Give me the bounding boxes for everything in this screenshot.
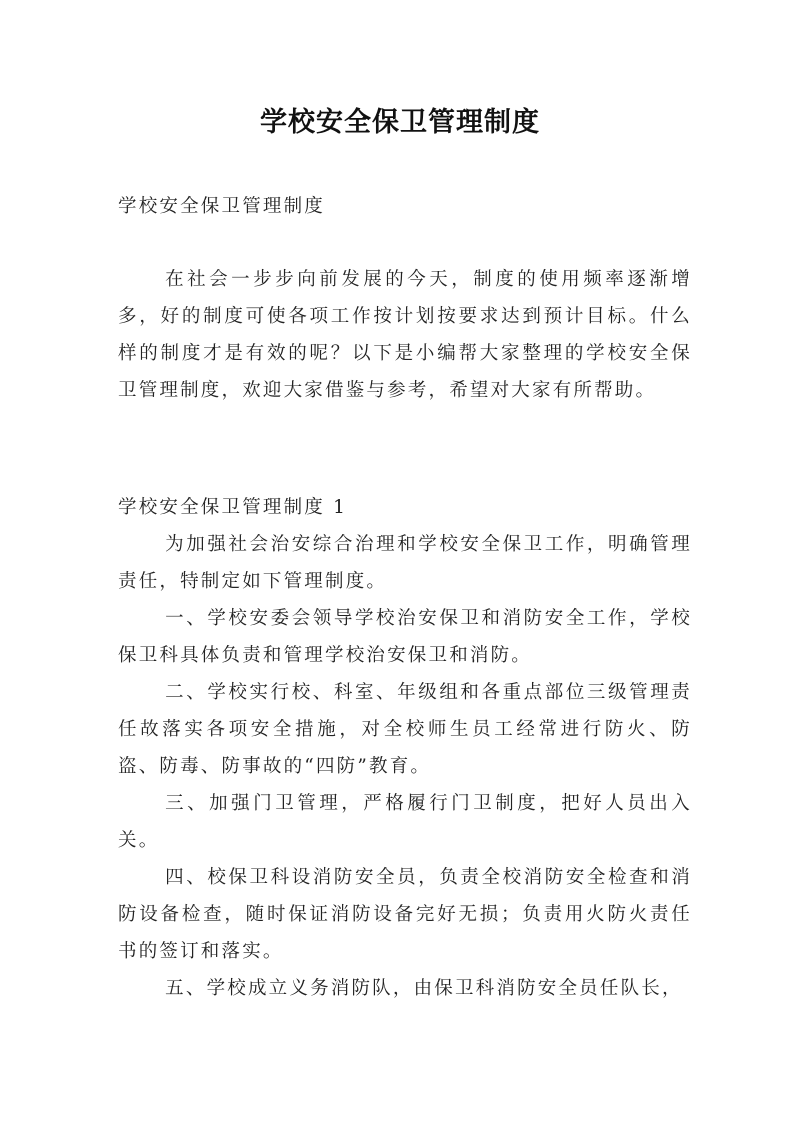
document-subtitle: 学校安全保卫管理制度 (118, 196, 326, 217)
paragraph-item-3: 三、加强门卫管理，严格履行门卫制度，把好人员出入关。 (118, 793, 692, 851)
paragraph-item-2: 二、学校实行校、科室、年级组和各重点部位三级管理责任故落实各项安全措施，对全校师生员工经常进行防火、防盗、防毒、防事故的“四防”教育。 (118, 682, 692, 777)
document-title: 学校安全保卫管理制度 (260, 107, 540, 138)
paragraph-purpose: 为加强社会治安综合治理和学校安全保卫工作，明确管理责任，特制定如下管理制度。 (118, 534, 692, 592)
paragraph-item-1: 一、学校安委会领导学校治安保卫和消防安全工作，学校保卫科具体负责和管理学校治安保卫和消防。 (118, 608, 692, 666)
section-heading: 学校安全保卫管理制度 1 (118, 497, 348, 518)
paragraph-item-5: 五、学校成立义务消防队，由保卫科消防安全员任队长， (165, 978, 683, 999)
intro-paragraph: 在社会一步步向前发展的今天，制度的使用频率逐渐增多，好的制度可使各项工作按计划按要求达到预计目标。什么样的制度才是有效的呢？以下是小编帮大家整理的学校安全保卫管理制度，欢迎大家借鉴与参考，希望对大家有所帮助。 (118, 269, 692, 401)
paragraph-item-4: 四、校保卫科设消防安全员，负责全校消防安全检查和消防设备检查，随时保证消防设备完好无损；负责用火防火责任书的签订和落实。 (118, 867, 692, 962)
